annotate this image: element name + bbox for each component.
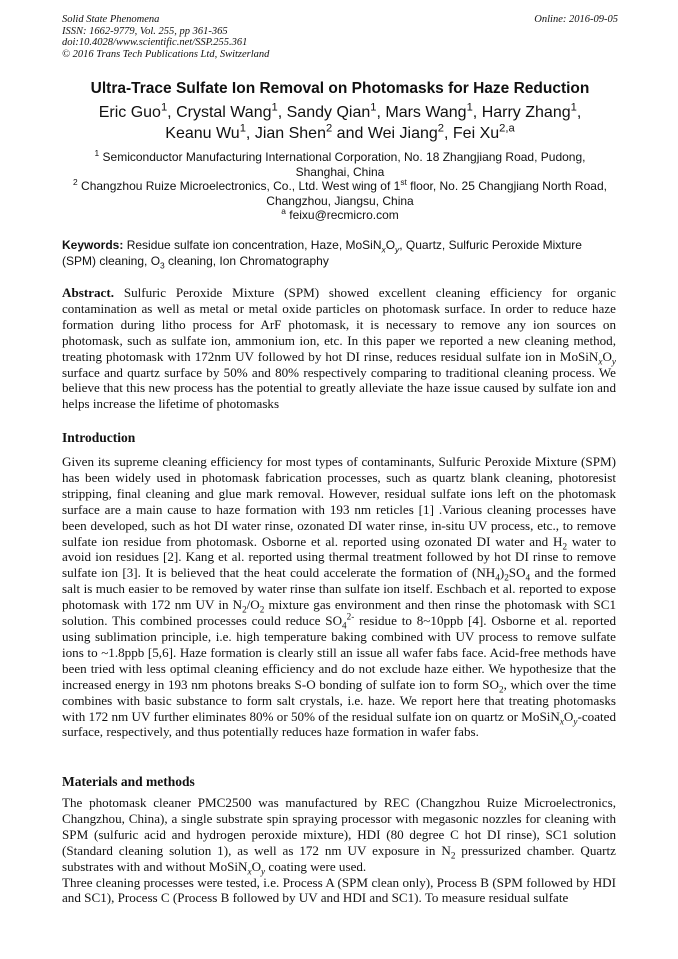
author: Sandy Qian$^1$, [286, 101, 386, 121]
keywords: Keywords: Residue sulfate ion concentration, Haze, $MoSiN_xO_y$, Quartz, Sulfuric Peroxide Mixture (SPM) cleaning, $O_3$ cleaning, Ion Chromatography [62, 238, 582, 271]
author-list [62, 102, 618, 144]
affiliation-1-city: Shanghai, China [295, 164, 385, 179]
author: Crystal Wang$^1$, [176, 101, 287, 121]
section-heading-introduction: Introduction [62, 430, 136, 445]
author: Fei Xu$^{2,a}$ [452, 122, 515, 142]
abstract: Abstract. Sulfuric Peroxide Mixture (SPM) showed excellent cleaning efficiency for organic contamination as well as metal or metal oxide particles on photomask surface. In order to reduce haze formation during litho process for ArF photomask, it is necessary to remove any ion sources on photomask, such as sulfate ion, ammonium ion, etc. In this paper we reported a new cleaning method, treating photomask with 172nm UV followed by hot DI rinse, reduces residual sulfate ion in $MoSiN_xO_y$ surface and quartz surface by 50% and 80% respectively comparing to traditional cleaning process. We believe that this new process has the potential to greatly alleviate the haze issue caused by sulfate ion and helps increase the lifetime of photomasks [62, 285, 616, 412]
affiliation-2: $^2$ Changzhou Ruize Microelectronics, Co., Ltd. West wing of 1st floor, No. 25 Changjiang North Road, [73, 177, 607, 193]
author: Eric Guo$^1$, [98, 101, 177, 121]
methods-paragraph-2: Three cleaning processes were tested, i.e. Process A (SPM clean only), Process B (SPM followed by HDI and SC1), Process C (Process B followed by UV and HDI and SC1). To measure residual sulfate [62, 874, 616, 906]
journal-issn: ISSN: 1662-9779, Vol. 255, pp 361-365 [62, 25, 228, 37]
journal-header [62, 14, 618, 60]
paper-title: Ultra-Trace Sulfate Ion Removal on Photomasks for Haze Reduction [90, 80, 590, 97]
author: Harry Zhang$^1$, [481, 101, 582, 121]
section-heading-methods: Materials and methods [62, 774, 195, 789]
contact-email: $^a$ feixu@recmicro.com [281, 206, 399, 222]
introduction-text: Given its supreme cleaning efficiency for most types of contaminants, Sulfuric Peroxide Mixture (SPM) has been widely used in photomask fabrication processes, such as quartz blank cleaning, photoresist stripping, final cleaning and glue mark removal. However, residual sulfate ions left on the photomask surface are a main cause to haze formation with 193 nm reticles [1] .Various cleaning processes have been developed, such as hot DI water rinse, ozonated DI water rinse, in-situ UV process, etc., to remove sulfate ion residue from photomask. Osborne et al. reported using ozonated DI water and $H_2$ water to avoid ion residues [2]. Kang et al. reported using thermal treatment followed by hot DI rinse to remove sulfate ion [3]. It is believed that the heat could accelerate the formation of $(NH_4)_2SO_4$ and the formed salt is much easier to be removed by water rinse than sulfate ion itself. Eschbach et al. reported to expose photomask with 172 nm UV in $N_2/O_2$ mixture gas environment and then rinse the photomask with SC1 solution. This combined processes could reduce $SO_4^{2-}$ residue to 8~10ppb [4]. Osborne et al. reported using sublimation principle, i.e. high temperature baking combined with UV process to remove sulfate ions to ~1.8ppb [5,6]. Haze formation is clearly still an issue all wafer fabs face. Acid-free methods have been tried with less optimal cleaning efficiency and do not exclude haze either. We hypothesize that the increased energy in 193 nm photons breaks S-O bonding of sulfate ion to form $SO_2$, which over the time combines with basic substance to form salt crystals, i.e. haze. We report here that treating photomasks with 172 nm UV further eliminates 80% or 50% of the residual sulfate ion on quartz or $MoSiN_xO_y$-coated surface, respectively, and thus potentially reduces haze formation in wafer fabs. [62, 454, 617, 740]
affiliation-2-city: Changzhou, Jiangsu, China [266, 193, 414, 208]
affiliations [62, 150, 618, 223]
journal-copyright: © 2016 Trans Tech Publications Ltd, Switzerland [62, 48, 270, 60]
methods-text: The photomask cleaner PMC2500 was manufactured by REC (Changzhou Ruize Microelectronics, Changzhou, China), a single substrate spin spraying processor with megasonic nozzles for cleaning with SPM (sulfuric acid and hydrogen peroxide mixture), HDI (80 degree C hot DI rinse), SC1 solution (Standard cleaning solution 1), as well as 172 nm UV exposure in $N_2$ pressurized chamber. Quartz substrates with and without $MoSiN_xO_y$ coating were used. Three cleaning processes were tested, i.e. Process A (SPM clean only), Process B (SPM followed by HDI and SC1), Process C (Process B followed by UV and HDI and SC1). To measure residual sulfate [62, 795, 616, 906]
affiliation-1: $^1$ Semiconductor Manufacturing International Corporation, No. 18 Zhangjiang Road, Pudong, [94, 148, 586, 164]
author: Wei Jiang$^2$, [367, 122, 453, 142]
journal-doi: doi:10.4028/www.scientific.net/SSP.255.361 [62, 37, 248, 48]
author: Mars Wang$^1$, [385, 101, 482, 121]
journal-name: Solid State Phenomena [62, 14, 160, 25]
author: Jian Shen$^2$ and [254, 122, 368, 142]
author: Keanu Wu$^1$, [165, 122, 255, 142]
online-date: Online: 2016-09-05 [534, 14, 618, 25]
